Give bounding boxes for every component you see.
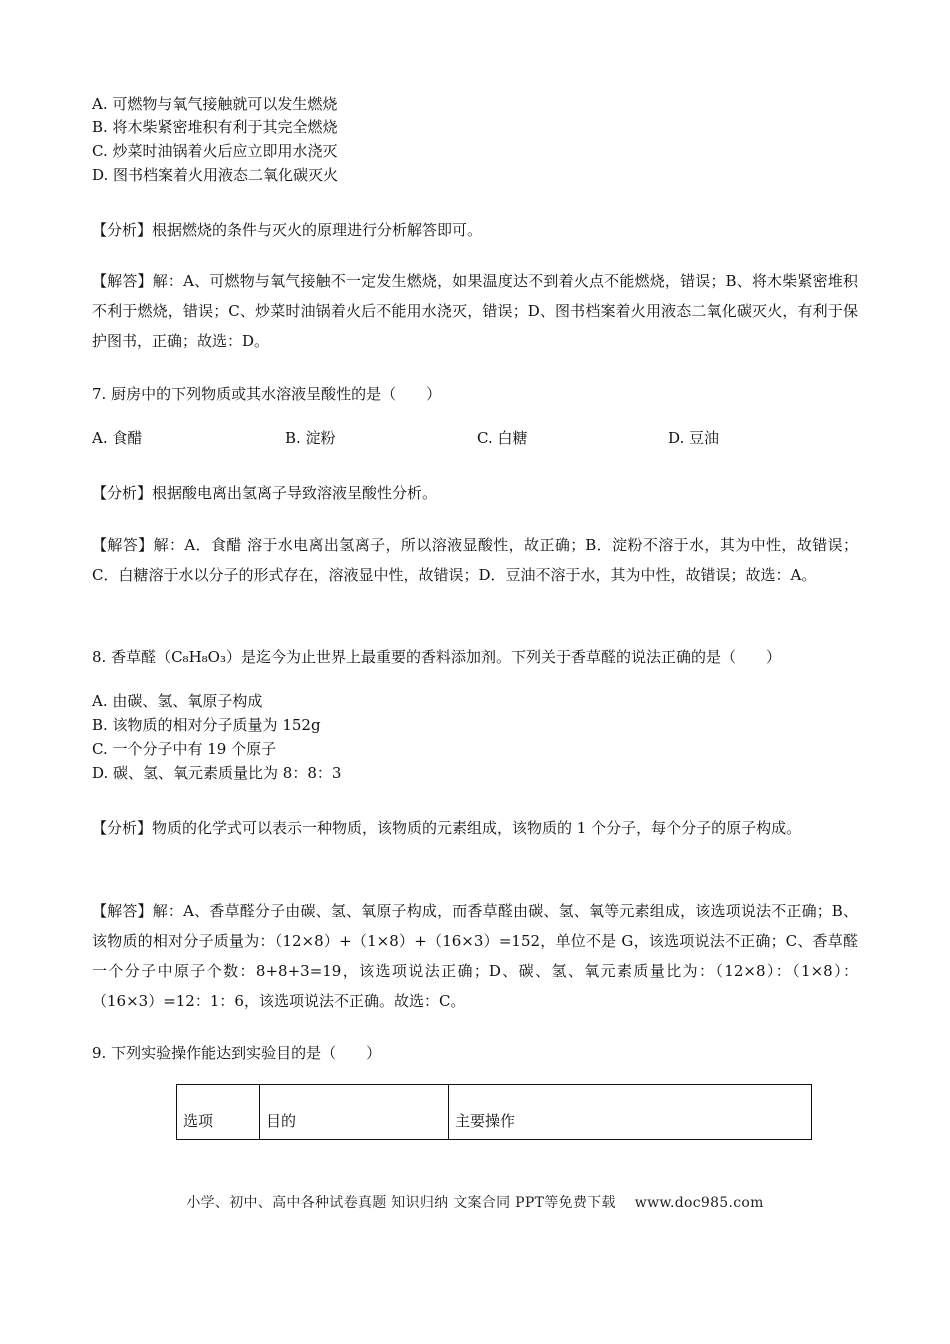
q8-option-b: B. 该物质的相对分子质量为 152g [92,716,321,734]
q7-answer: 【解答】解：A．食醋 溶于水电离出氢离子，所以溶液显酸性，故正确；B．淀粉不溶于水，其为中性，故错误；C．白糖溶于水以分子的形式存在，溶液显中性，故错误；D．豆油不溶于水，其为中性，故错误；故选：A。 [92,536,858,584]
q8-analysis: 【分析】物质的化学式可以表示一种物质，该物质的元素组成，该物质的 1 个分子，每个分子的原子构成。 [92,819,802,837]
q7-option-d: D. 豆油 [668,429,720,447]
q6-option-a: A. 可燃物与氧气接触就可以发生燃烧 [92,95,338,113]
page-footer: 小学、初中、高中各种试卷真题 知识归纳 文案合同 PPT等免费下载 www.doc985.com [186,1195,764,1211]
q7-option-b: B. 淀粉 [285,429,336,447]
q8-option-c: C. 一个分子中有 19 个原子 [92,740,277,758]
q8-option-a: A. 由碳、氢、氧原子构成 [92,692,263,710]
table-header-cell: 主要操作 [449,1085,812,1140]
q9-options-table [176,1084,812,1140]
q7-question: 7. 厨房中的下列物质或其水溶液呈酸性的是（ ） [92,385,442,403]
q7-option-c: C. 白糖 [477,429,528,447]
q9-question: 9. 下列实验操作能达到实验目的是（ ） [92,1044,382,1062]
q7-option-a: A. 食醋 [92,429,143,447]
q7-analysis: 【分析】根据酸电离出氢离子导致溶液呈酸性分析。 [92,484,438,502]
q6-answer: 【解答】解：A、可燃物与氧气接触不一定发生燃烧，如果温度达不到着火点不能燃烧，错误；B、将木柴紧密堆积不利于燃烧，错误；C、炒菜时油锅着火后不能用水浇灭，错误；D、图书档案着火用液态二氧化碳灭火，有利于保护图书，正确；故选：D。 [92,272,858,350]
q6-option-c: C. 炒菜时油锅着火后应立即用水浇灭 [92,142,338,160]
table-header-row [177,1085,812,1140]
table-header-cell: 目的 [260,1085,449,1140]
q6-option-d: D. 图书档案着火用液态二氧化碳灭火 [92,166,339,184]
q8-option-d: D. 碳、氢、氧元素质量比为 8：8：3 [92,764,342,782]
q6-analysis: 【分析】根据燃烧的条件与灭火的原理进行分析解答即可。 [92,221,483,239]
q8-question: 8. 香草醛（C₈H₈O₃）是迄今为止世界上最重要的香料添加剂。下列关于香草醛的说法正确的是（ ） [92,648,781,666]
q6-option-b: B. 将木柴紧密堆积有利于其完全燃烧 [92,118,338,136]
table-header-cell: 选项 [177,1085,260,1140]
q8-answer: 【解答】解：A、香草醛分子由碳、氢、氧原子构成，而香草醛由碳、氢、氧等元素组成，该选项说法不正确；B、该物质的相对分子质量为：（12×8）+（1×8）+（16×3）=152，单位不是 G，该选项说法不正确；C、香草醛一个分子中原子个数：8+8+3=19，该选项说法正确；D、碳、氢、氧元素质量比为：（12×8）：（1×8）：（16×3）=12：1：6，该选项说法不正确。故选：C。 [92,902,858,1010]
